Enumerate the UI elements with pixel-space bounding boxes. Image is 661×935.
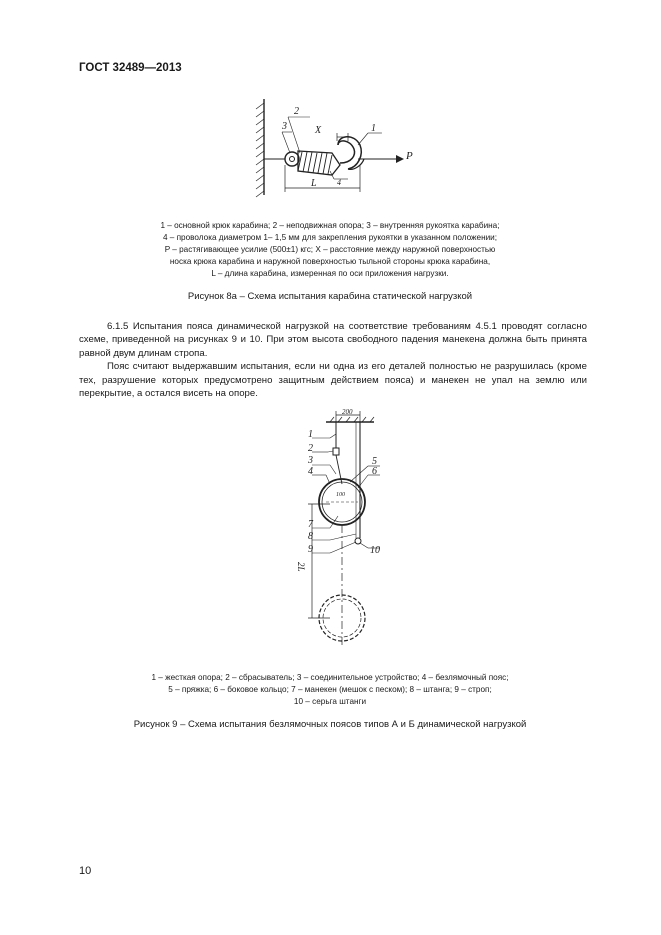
label-1: 1 bbox=[308, 429, 313, 440]
label-3: 3 bbox=[308, 455, 313, 466]
figure-8a-drawing bbox=[240, 95, 430, 205]
page-number: 10 bbox=[79, 865, 92, 877]
label-x: X bbox=[315, 125, 322, 136]
rigid-support bbox=[326, 417, 374, 422]
figure-9-legend bbox=[100, 672, 560, 708]
dim-2l-label: 2L bbox=[296, 562, 306, 572]
label-p: P bbox=[406, 150, 413, 162]
legend-line: носка крюка карабина и наружной поверхностью тыльной стороны крюка карабина, bbox=[169, 257, 491, 266]
dim-200-label: 200 bbox=[342, 408, 353, 416]
belt-ring bbox=[319, 479, 365, 525]
label-4: 4 bbox=[337, 178, 341, 187]
label-5: 5 bbox=[372, 456, 377, 467]
label-2: 2 bbox=[308, 443, 313, 454]
figure-8a-legend bbox=[100, 220, 560, 280]
figure-8a-caption: Рисунок 8а – Схема испытания карабина статической нагрузкой bbox=[187, 291, 473, 302]
figure-9-drawing bbox=[290, 408, 410, 652]
legend-line: 1 – основной крюк карабина; 2 – неподвижная опора; 3 – внутренняя рукоятка карабина; bbox=[160, 221, 500, 230]
label-6: 6 bbox=[372, 466, 377, 477]
label-9: 9 bbox=[308, 544, 313, 555]
label-7: 7 bbox=[308, 519, 313, 530]
label-1: 1 bbox=[371, 123, 376, 134]
force-arrow bbox=[358, 155, 404, 163]
paragraph: Пояс считают выдержавшим испытания, если ни одна из его деталей полностью не разрушилась (кроме тех, разрушение которых предусмотрено защитным действием пояса) и манекен не упал на землю или перекрытие, а остался висеть на опоре. bbox=[79, 361, 587, 400]
label-4: 4 bbox=[308, 466, 313, 477]
label-8: 8 bbox=[308, 531, 313, 542]
legend-line: P – растягивающее усилие (500±1) кгс; X – расстояние между наружной поверхностью bbox=[164, 245, 496, 254]
leader-lines bbox=[312, 434, 380, 553]
label-10: 10 bbox=[370, 545, 380, 556]
carabiner-body bbox=[264, 137, 364, 175]
legend-line: 5 – пряжка; 6 – боковое кольцо; 7 – манекен (мешок с песком); 8 – штанга; 9 – строп; bbox=[168, 685, 492, 694]
label-2: 2 bbox=[294, 106, 299, 117]
fixed-wall bbox=[256, 99, 264, 197]
paragraph: 6.1.5 Испытания пояса динамической нагрузкой на соответствие требованиям 4.5.1 проводят согласно схеме, приведенной на рисунках 9 и 10. При этом высота свободного падения манекена должна быть принята равной двум длинам стропа. bbox=[79, 321, 587, 359]
legend-line: 4 – проволока диаметром 1– 1,5 мм для закрепления рукоятки в указанном положении; bbox=[162, 233, 498, 242]
document-header: ГОСТ 32489—2013 bbox=[79, 62, 182, 74]
legend-line: 1 – жесткая опора; 2 – сбрасыватель; 3 – соединительное устройство; 4 – безлямочный пояс; bbox=[151, 673, 509, 682]
legend-line: L – длина карабина, измеренная по оси приложения нагрузки. bbox=[211, 269, 449, 278]
leader-lines bbox=[282, 117, 382, 179]
label-3: 3 bbox=[282, 121, 287, 132]
body-text bbox=[79, 320, 587, 400]
release-device bbox=[333, 422, 342, 484]
label-l: L bbox=[311, 178, 317, 189]
figure-9-caption: Рисунок 9 – Схема испытания безлямочных поясов типов А и Б динамической нагрузкой bbox=[133, 719, 527, 730]
legend-line: 10 – серьга штанги bbox=[293, 697, 367, 706]
dim-100-label: 100 bbox=[336, 492, 345, 498]
